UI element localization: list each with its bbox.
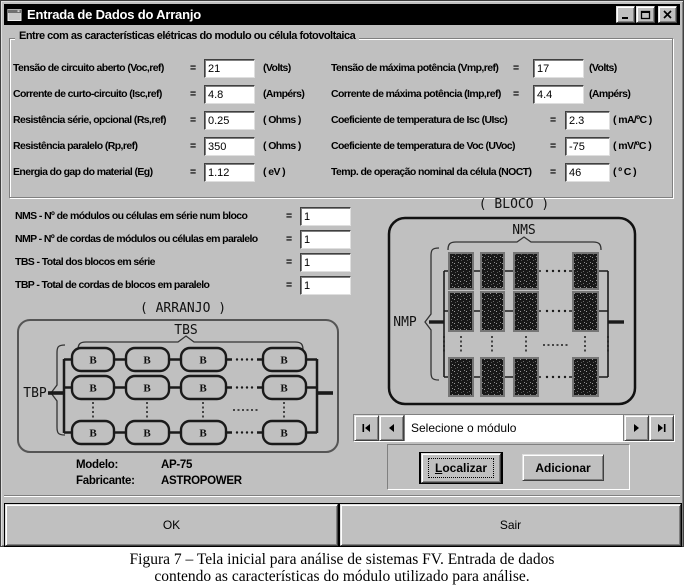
vmp-unit: (Volts) (589, 62, 617, 74)
arranjo-diagram (11, 301, 346, 456)
vmp-input[interactable] (533, 59, 584, 78)
bloco-parallel-dots (444, 336, 608, 354)
previous-record-button[interactable] (379, 415, 404, 441)
model-label: Modelo: (76, 459, 118, 471)
nms-input[interactable] (300, 207, 351, 226)
bloco-diagram (381, 196, 671, 411)
caption-line1: Figura 7 – Tela inicial para análise de sistemas FV. Entrada de dados (129, 551, 555, 568)
equals-sign: = (513, 62, 519, 74)
nms-label: NMS - Nº de módulos ou células em série num bloco (15, 210, 248, 222)
equals-sign: = (286, 233, 292, 245)
nms-brace (448, 237, 601, 250)
bloco-title: ( BLOCO ) (478, 197, 550, 212)
tbs-diagram-label: TBS (174, 323, 198, 338)
tbp-diagram-label: TBP (23, 386, 47, 401)
noct-unit: ( º C ) (613, 166, 636, 178)
selector-caption[interactable]: Selecione o módulo (404, 415, 624, 441)
bloco-modules (449, 253, 598, 396)
arranjo-blocks (72, 348, 306, 444)
svg-text:B: B (280, 427, 288, 440)
svg-text:B: B (89, 382, 97, 395)
localizar-button-face (421, 453, 501, 483)
electrical-group-title: Entre com as características elétricas do modulo ou célula fotovoltaica (15, 30, 359, 42)
svg-text:B: B (89, 427, 97, 440)
imp-input[interactable] (533, 85, 584, 104)
rp-unit: ( Ohms ) (263, 140, 301, 152)
equals-sign: = (550, 140, 556, 152)
svg-text:B: B (89, 354, 97, 367)
module-selector (353, 414, 675, 442)
localizar-label: Localizar (429, 459, 493, 477)
next-record-icon (631, 423, 642, 433)
equals-sign: = (550, 166, 556, 178)
nmp-diagram-label: NMP (393, 315, 417, 330)
first-record-button[interactable] (354, 415, 379, 441)
equals-sign: = (190, 62, 196, 74)
nmp-label: NMP - Nº de cordas de módulos ou células em paralelo (15, 233, 258, 245)
uvoc-unit: ( mV/ºC ) (613, 140, 652, 152)
equals-sign: = (190, 140, 196, 152)
svg-text:B: B (143, 354, 151, 367)
tbs-label: TBS - Total dos blocos em série (15, 256, 155, 268)
tbp-label: TBP - Total de cordas de blocos em paralelo (15, 279, 210, 291)
localizar-button[interactable] (419, 452, 503, 484)
equals-sign: = (513, 88, 519, 100)
manufacturer-value: ASTROPOWER (161, 475, 242, 487)
equals-sign: = (190, 114, 196, 126)
maximize-button[interactable] (636, 6, 655, 23)
field-row-imp (1, 85, 683, 105)
rs-unit: ( Ohms ) (263, 114, 301, 126)
sair-button[interactable]: Sair (340, 504, 681, 546)
manufacturer-label: Fabricante: (76, 475, 135, 487)
bloco-series-dots (546, 270, 566, 378)
nmp-input[interactable] (300, 230, 351, 249)
arranjo-series-dots (236, 358, 253, 433)
previous-record-icon (386, 423, 397, 433)
vmp-label: Tensão de máxima potência (Vmp,ref) (331, 62, 499, 74)
svg-text:B: B (143, 382, 151, 395)
nms-diagram-label: NMS (512, 223, 536, 238)
close-icon (662, 10, 673, 20)
svg-text:B: B (280, 382, 288, 395)
svg-text:B: B (280, 354, 288, 367)
first-record-icon (361, 423, 372, 433)
uisc-input[interactable] (565, 111, 610, 130)
next-record-button[interactable] (624, 415, 649, 441)
minimize-icon (620, 10, 631, 20)
field-row-vmp (1, 59, 683, 79)
imp-unit: (Ampérs) (589, 88, 631, 100)
svg-text:B: B (199, 382, 207, 395)
uvoc-input[interactable] (565, 137, 610, 156)
caption-line2: contendo as características do módulo utilizado para análise. (154, 568, 530, 585)
rp-label: Resistência paralelo (Rp,ref) (13, 140, 138, 152)
voc-label: Tensão de circuito aberto (Voc,ref) (13, 62, 164, 74)
equals-sign: = (190, 88, 196, 100)
equals-sign: = (286, 256, 292, 268)
figure-caption (0, 551, 684, 585)
svg-text:B: B (199, 427, 207, 440)
last-record-icon (656, 423, 667, 433)
last-record-button[interactable] (649, 415, 674, 441)
svg-text:B: B (199, 354, 207, 367)
voc-unit: (Volts) (263, 62, 291, 74)
uisc-label: Coeficiente de temperatura de Isc (UIsc) (331, 114, 508, 126)
minimize-button[interactable] (616, 6, 635, 23)
isc-label: Corrente de curto-circuito (Isc,ref) (13, 88, 162, 100)
arranjo-parallel-dots (64, 402, 317, 418)
noct-label: Temp. de operação nominal da célula (NOCT) (331, 166, 532, 178)
rs-label: Resistência série, opcional (Rs,ref) (13, 114, 166, 126)
uisc-unit: ( mA/ºC ) (613, 114, 652, 126)
field-row-noct (1, 163, 683, 183)
adicionar-button[interactable]: Adicionar (522, 454, 604, 481)
field-row-uisc (1, 111, 683, 131)
maximize-icon (640, 10, 651, 20)
close-button[interactable] (658, 6, 677, 23)
field-row-uvoc (1, 137, 683, 157)
imp-label: Corrente de máxima potência (Imp,ref) (331, 88, 501, 100)
isc-unit: (Ampérs) (263, 88, 305, 100)
eg-unit: ( eV ) (263, 166, 286, 178)
title-bar (4, 4, 680, 25)
footer-separator (4, 495, 680, 497)
tbs-input[interactable] (300, 253, 351, 272)
svg-text:B: B (143, 427, 151, 440)
equals-sign: = (286, 210, 292, 222)
tbp-input[interactable] (300, 276, 351, 295)
eg-label: Energia do gap do material (Eg) (13, 166, 153, 178)
model-value: AP-75 (161, 459, 193, 471)
equals-sign: = (550, 114, 556, 126)
noct-input[interactable] (565, 163, 610, 182)
nmp-brace (425, 248, 439, 380)
ok-button[interactable]: OK (5, 504, 338, 546)
equals-sign: = (190, 166, 196, 178)
equals-sign: = (286, 279, 292, 291)
arranjo-title: ( ARRANJO ) (139, 301, 227, 316)
form-icon (7, 8, 23, 22)
uvoc-label: Coeficiente de temperatura de Voc (UVoc) (331, 140, 515, 152)
window-title: Entrada de Dados do Arranjo (27, 7, 201, 22)
